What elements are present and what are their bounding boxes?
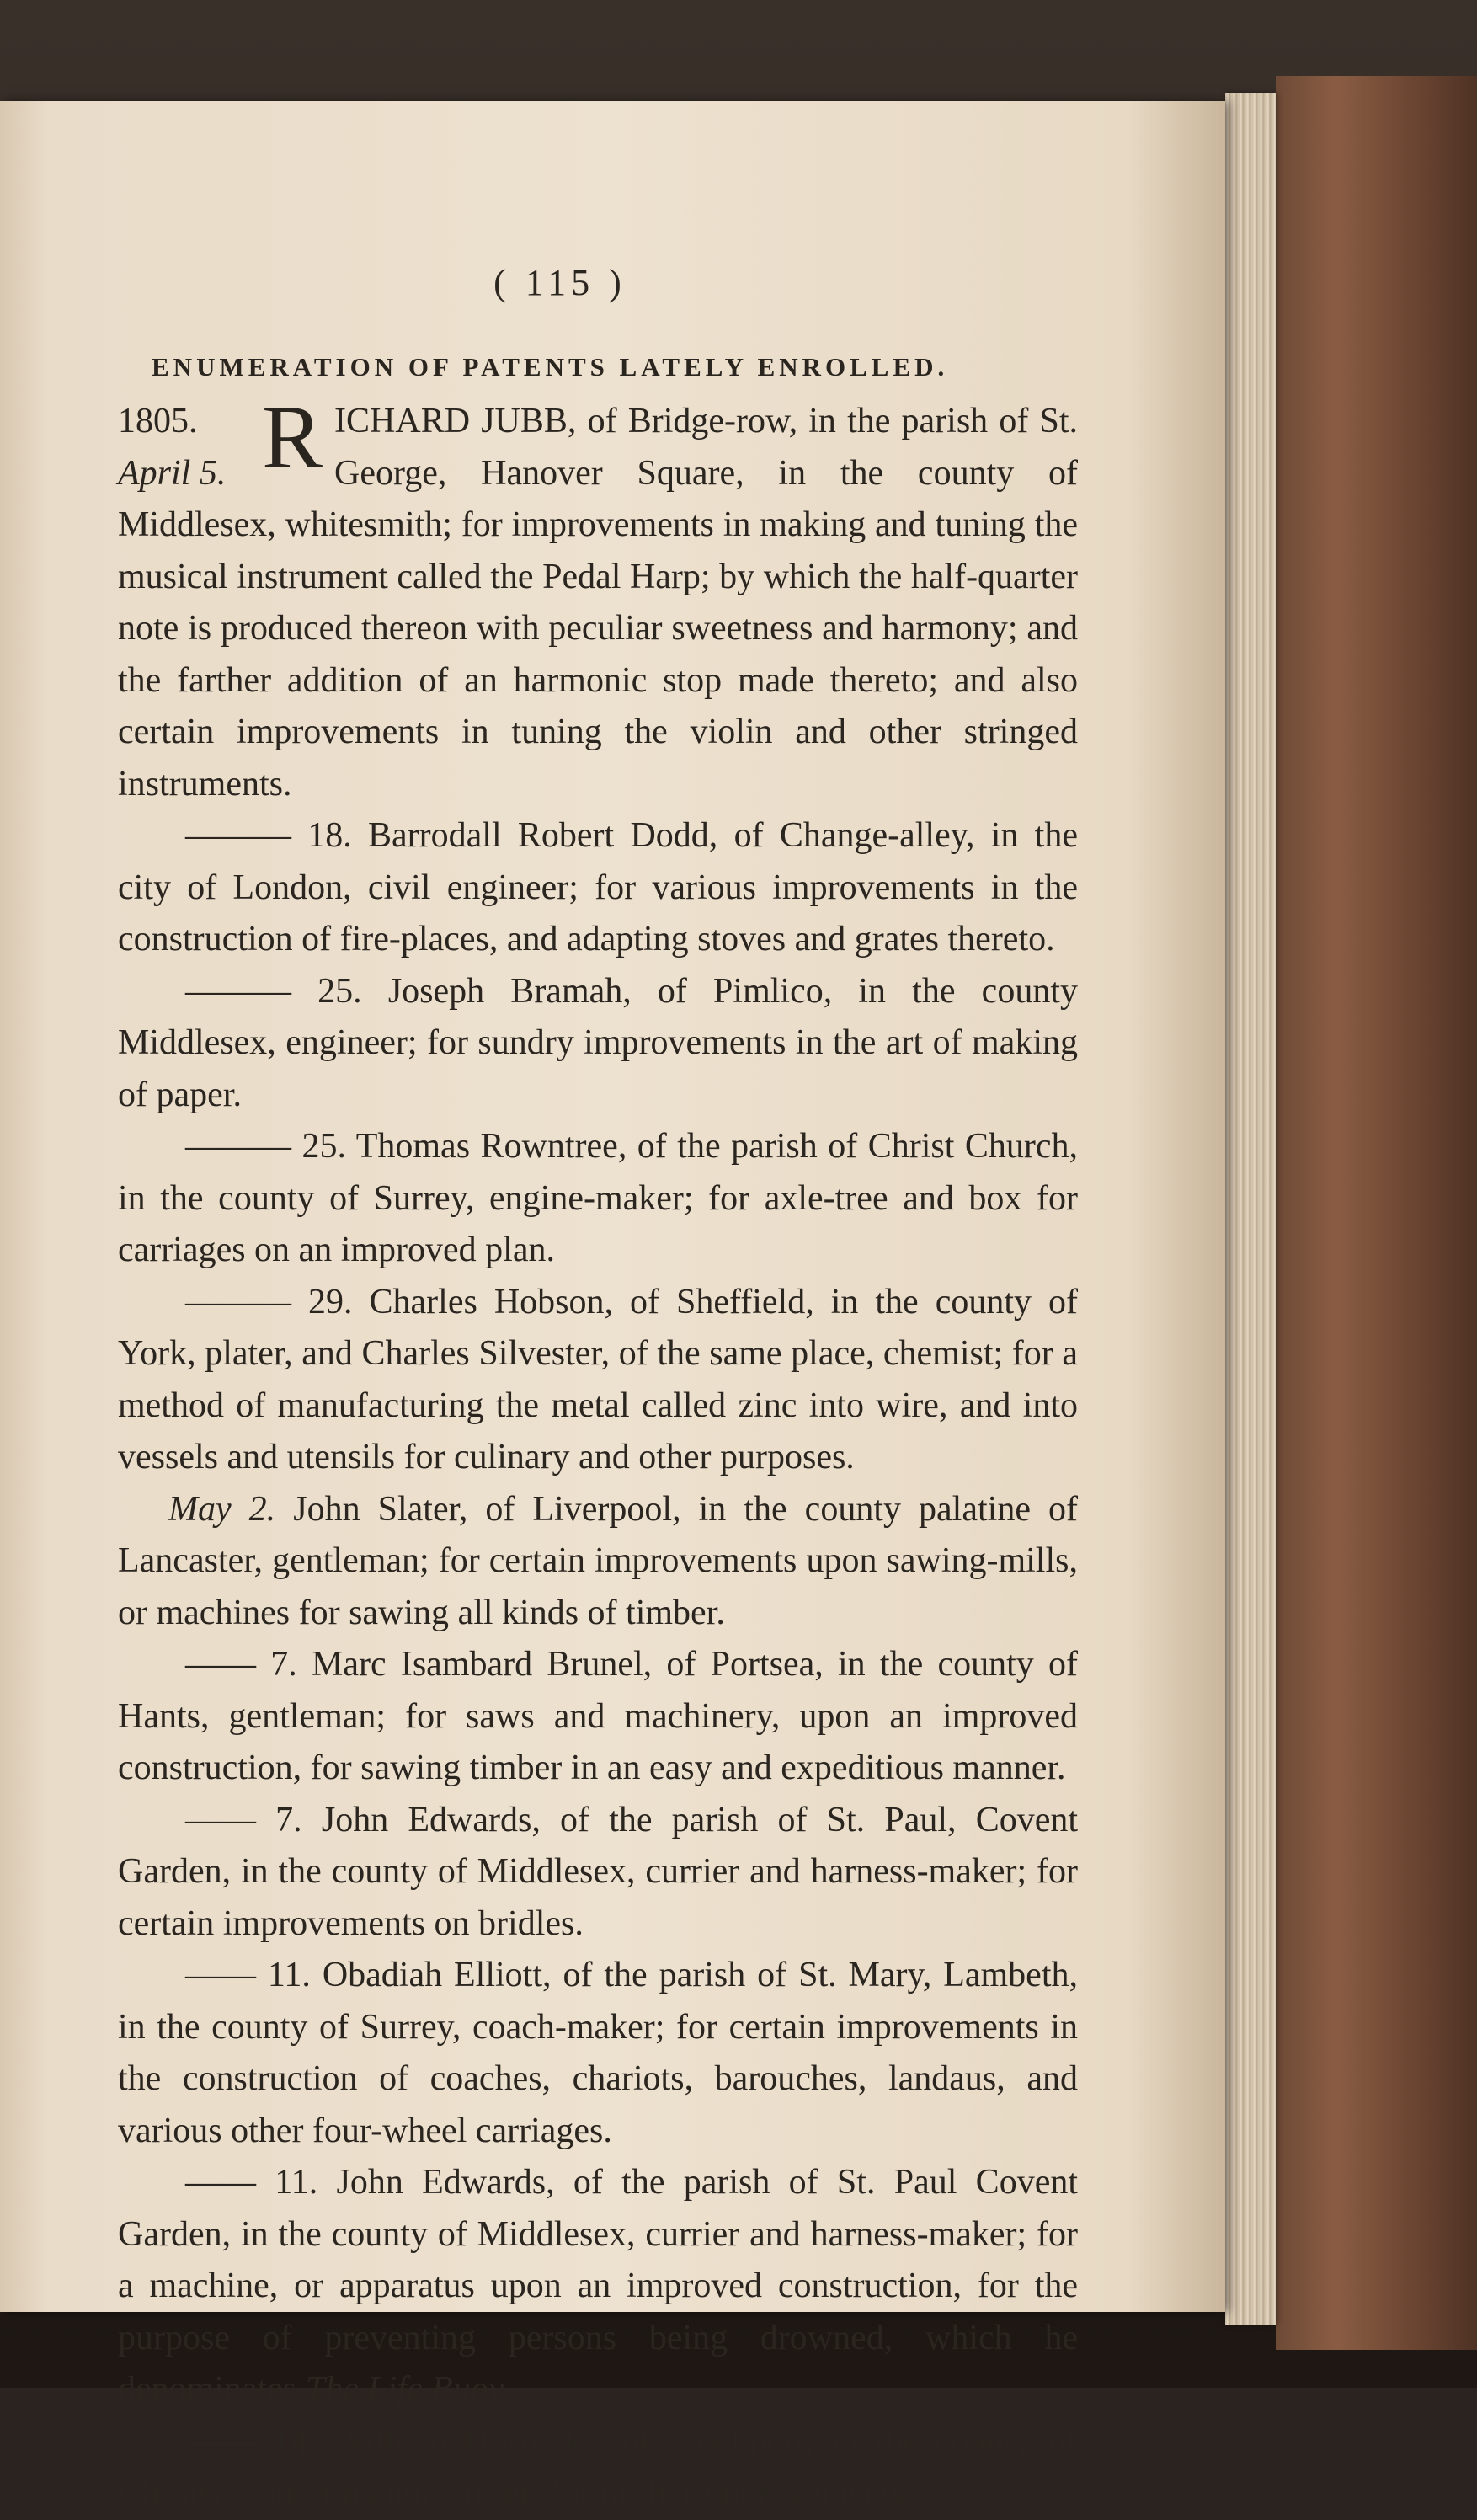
entry-year: 1805. xyxy=(118,402,198,440)
entry-date: —— 7. xyxy=(185,1645,297,1684)
patent-entry xyxy=(118,966,1078,1122)
entry-date-block xyxy=(118,396,248,499)
entry-text: Marc Isambard Brunel, of Portsea, in the county of Hants, gentleman; for saws and machinery, upon an improved construction, for sawing timber in an easy and expeditious manner. xyxy=(118,1645,1079,1787)
entry-text: Joseph Bramah, of Pimlico, in the county Middlesex, engineer; for sundry improvements in the art of making of paper. xyxy=(118,971,1078,1114)
entry-date: —— 11. xyxy=(185,2163,318,2202)
entry-date: —— 7. xyxy=(185,1800,302,1839)
entry-date: —— 14. xyxy=(185,2421,317,2461)
entry-text: John Edwards, of the parish of St. Paul Covent Garden, in the county of Middlesex, currier and harness-maker; for a machine, or apparatus upon an improved construction, for the purpose of preventing persons being drowned, which he denominates xyxy=(118,2163,1079,2409)
entry-text: Thomas Rowntree, of the parish of Christ Church, in the county of Surrey, engine-maker; for axle-tree and box for carriages on an improved plan. xyxy=(118,1127,1079,1269)
patent-entry xyxy=(118,1795,1078,1951)
entry-date: April 5. xyxy=(118,453,227,493)
entry-text: John Slater, of Liverpool, in the county palatine of Lancaster, gentleman; for certain improvements upon sawing-mills, or machines for sawing all kinds of timber. xyxy=(118,1489,1078,1632)
entry-title: The Life Buoy xyxy=(305,2370,504,2409)
book-cover-binding xyxy=(1276,76,1477,2350)
entry-date: ——— 25. xyxy=(185,1127,346,1166)
patent-entry xyxy=(118,1277,1078,1484)
patent-entry xyxy=(118,1484,1078,1640)
entry-date: ——— 18. xyxy=(185,816,352,855)
entry-date: —— 11. xyxy=(185,1956,311,1994)
entry-date: ——— 25. xyxy=(185,971,362,1011)
entry-text: Barrodall Robert Dodd, of Change-alley, in the city of London, civil engineer; for various improvements in the construction of fire-places, and adapting stoves and grates thereto. xyxy=(118,816,1078,958)
patent-entry xyxy=(118,810,1078,966)
entry-date: May 2. xyxy=(168,1489,276,1529)
patent-entry xyxy=(118,387,1078,810)
patent-entry xyxy=(118,2157,1078,2416)
entry-text: Obadiah Elliott, of the parish of St. Mary, Lambeth, in the county of Surrey, coach-maker; for certain improvements in the construction of coaches, chariots, barouches, landaus, and various other four-wheel carriages. xyxy=(118,1956,1078,2150)
drop-cap: R xyxy=(262,387,323,488)
page-number: ( 115 ) xyxy=(493,262,627,303)
entry-text: William Horrocks, of Stockport, in the county of Chester, cotton-manufacturer; for farther improvements xyxy=(118,2421,1078,2512)
entry-text: ICHARD JUBB, of Bridge-row, in the parish of St. George, Hanover Square, in the county of Middlesex, whitesmith; for improvements in making and tuning the musical instrument called the Pedal Harp; by which the half-quarter note is produced thereon with peculiar sweetness and harmony; and the farther addition of an harmonic stop made thereto; and also certain improvements in tuning the violin and other stringed instruments. xyxy=(118,402,1078,804)
entry-text-end: . xyxy=(504,2370,513,2409)
entry-text: Charles Hobson, of Sheffield, in the county of York, plater, and Charles Silvester, of the same place, chemist; for a method of manufacturing the metal called zinc into wire, and into vessels and utensils for culinary and other purposes. xyxy=(118,1282,1079,1476)
patent-entry xyxy=(118,1121,1078,1277)
page-edges xyxy=(1225,93,1276,2325)
patent-entry xyxy=(118,1950,1078,2157)
section-title: ENUMERATION OF PATENTS LATELY ENROLLED. xyxy=(152,352,949,382)
patent-entry xyxy=(118,2416,1078,2520)
patent-list xyxy=(118,387,1079,2520)
entry-text: John Edwards, of the parish of St. Paul, Covent Garden, in the county of Middlesex, currier and harness-maker; for certain improvements on bridles. xyxy=(118,1800,1079,1943)
entry-date: ——— 29. xyxy=(185,1282,353,1321)
patent-entry xyxy=(118,1639,1078,1795)
